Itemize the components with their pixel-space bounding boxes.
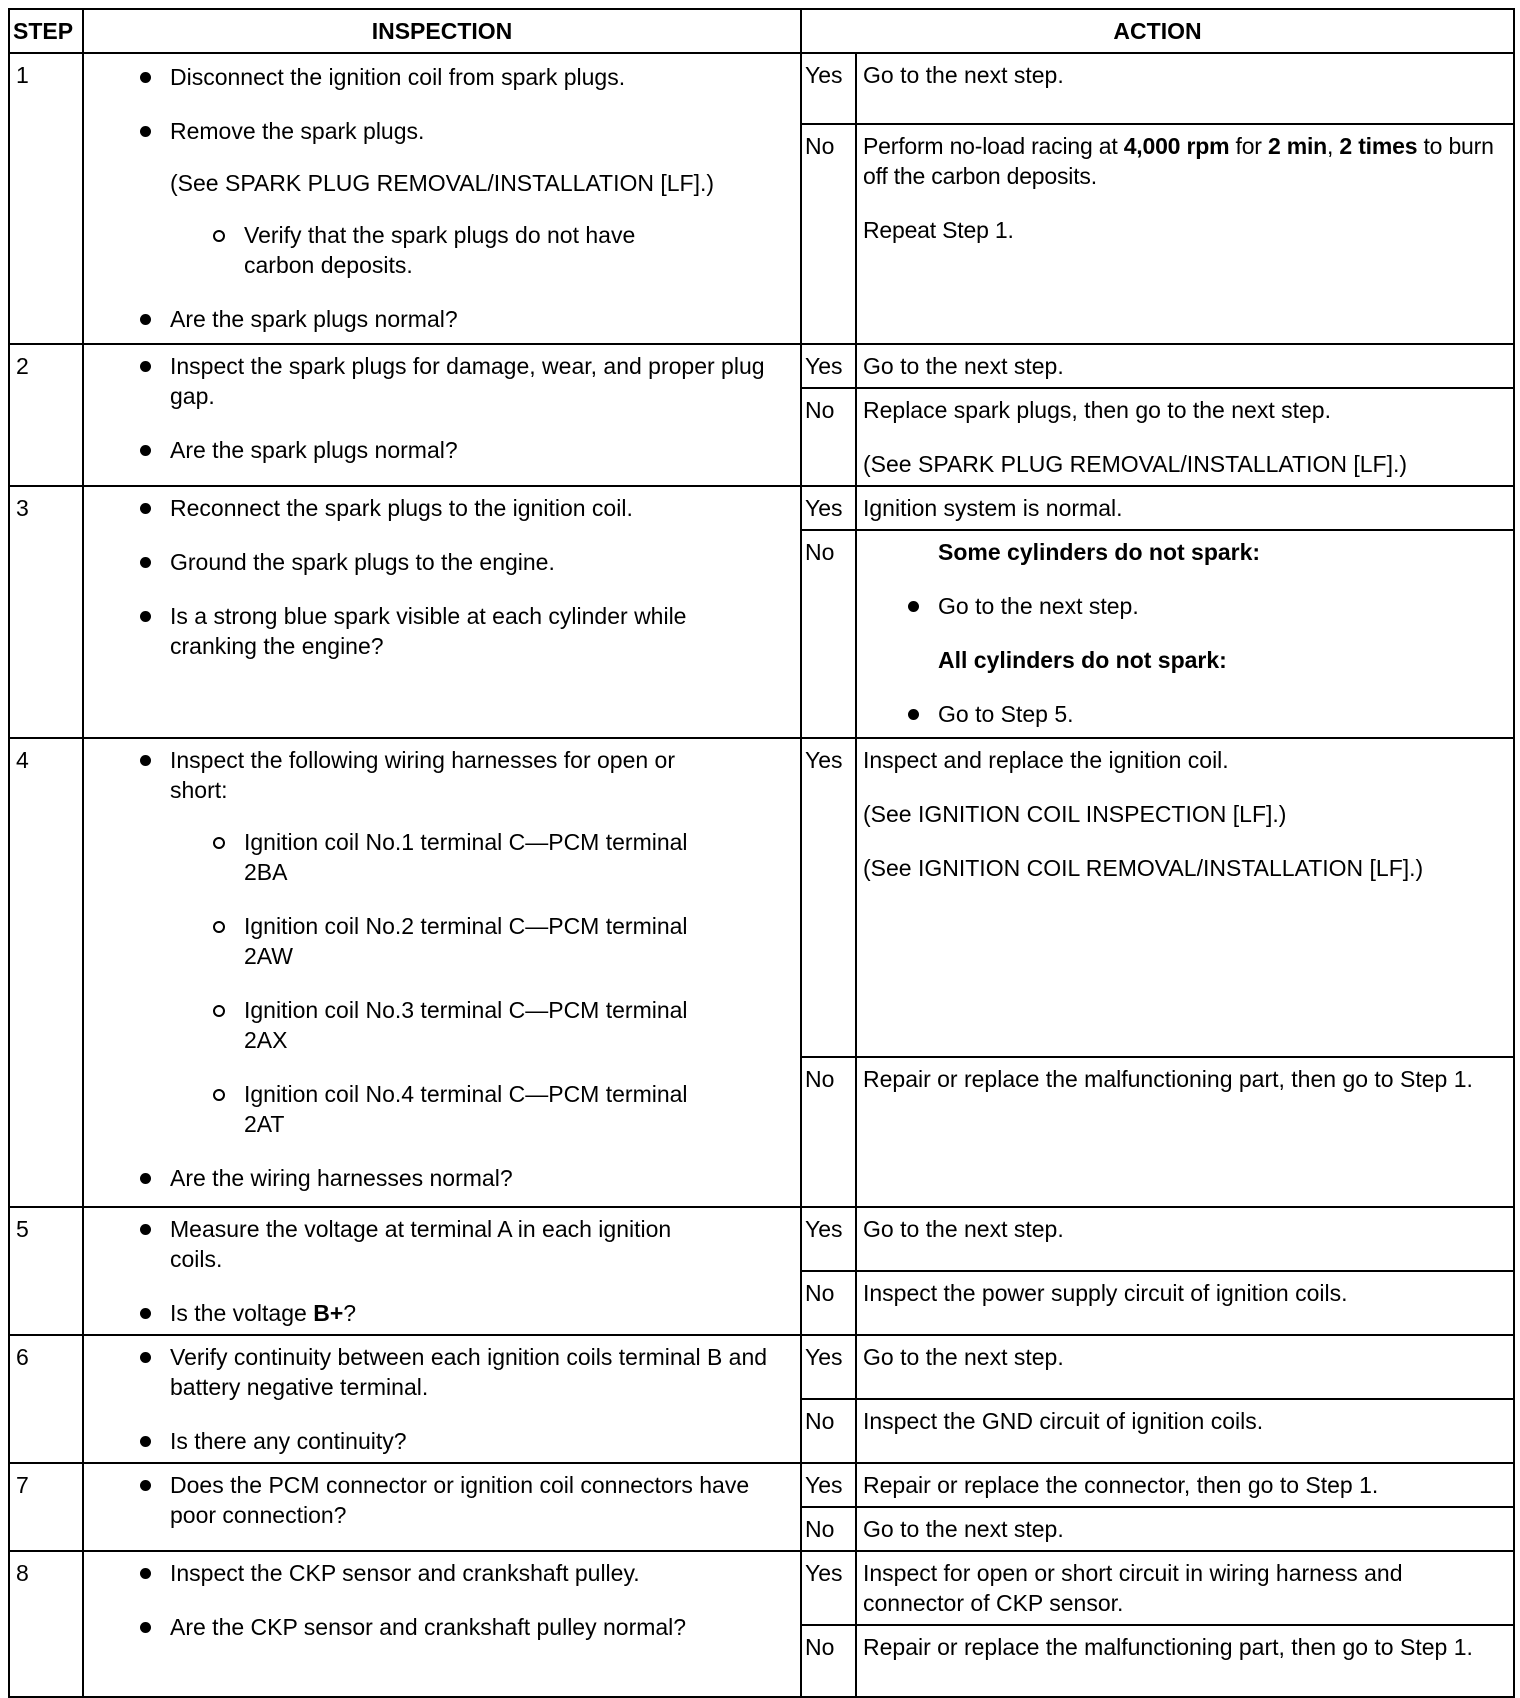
no-label: No — [801, 1399, 856, 1463]
action-item: Go to Step 5. — [938, 699, 1507, 729]
inspection-cell — [83, 1335, 801, 1463]
yes-action: Ignition system is normal. — [856, 486, 1514, 530]
step-row — [9, 1207, 1514, 1271]
step-number: 2 — [9, 344, 83, 486]
step-row — [9, 738, 1514, 1057]
inspection-item: Verify continuity between each ignition coils terminal B and battery negative terminal. — [170, 1342, 794, 1402]
no-action-text: Replace spark plugs, then go to the next step. — [863, 397, 1331, 423]
inspection-subitem: Verify that the spark plugs do not have carbon deposits. — [244, 220, 794, 280]
no-action: Inspect the GND circuit of ignition coils. — [856, 1399, 1514, 1463]
inspection-subitem: Ignition coil No.1 terminal C—PCM terminal 2BA — [244, 827, 734, 887]
no-action: Inspect the power supply circuit of ignition coils. — [856, 1271, 1514, 1335]
yes-action: Repair or replace the connector, then go to Step 1. — [856, 1463, 1514, 1507]
step-number: 3 — [9, 486, 83, 738]
no-action-text: Repeat Step 1. — [863, 217, 1014, 243]
no-action: Repair or replace the malfunctioning part, then go to Step 1. — [856, 1625, 1514, 1697]
header-row — [9, 9, 1514, 53]
step-number: 7 — [9, 1463, 83, 1551]
no-action: Go to the next step. — [856, 1507, 1514, 1551]
no-action: Repair or replace the malfunctioning part, then go to Step 1. — [856, 1057, 1514, 1207]
inspection-question: Are the spark plugs normal? — [170, 304, 794, 334]
yes-action: Go to the next step. — [856, 1207, 1514, 1271]
inspection-cell — [83, 486, 801, 738]
yes-label: Yes — [801, 53, 856, 124]
condition-heading: All cylinders do not spark: — [938, 647, 1227, 673]
troubleshooting-table — [8, 8, 1515, 1698]
yes-label: Yes — [801, 344, 856, 388]
inspection-subitem: Ignition coil No.2 terminal C—PCM terminal 2AW — [244, 911, 734, 971]
inspection-subitem: Ignition coil No.3 terminal C—PCM terminal 2AX — [244, 995, 734, 1055]
header-action: ACTION — [801, 9, 1514, 53]
yes-label: Yes — [801, 1207, 856, 1271]
inspection-item: Reconnect the spark plugs to the ignition coil. — [170, 493, 794, 523]
no-label: No — [801, 1625, 856, 1697]
inspection-cell — [83, 1207, 801, 1335]
reference-note: (See SPARK PLUG REMOVAL/INSTALLATION [LF].) — [170, 170, 715, 196]
reference-note: (See IGNITION COIL REMOVAL/INSTALLATION [LF].) — [863, 855, 1424, 881]
yes-label: Yes — [801, 1551, 856, 1625]
inspection-cell — [83, 1463, 801, 1551]
condition-heading: Some cylinders do not spark: — [938, 539, 1261, 565]
no-label: No — [801, 530, 856, 738]
step-number: 6 — [9, 1335, 83, 1463]
no-action — [856, 530, 1514, 738]
inspection-cell — [83, 53, 801, 344]
step-row — [9, 1551, 1514, 1625]
inspection-item: Inspect the CKP sensor and crankshaft pulley. — [170, 1558, 794, 1588]
inspection-item: Disconnect the ignition coil from spark plugs. — [170, 62, 794, 92]
yes-label: Yes — [801, 1335, 856, 1399]
inspection-cell — [83, 738, 801, 1207]
inspection-question: Are the CKP sensor and crankshaft pulley normal? — [170, 1612, 794, 1642]
inspection-subitem: Ignition coil No.4 terminal C—PCM terminal 2AT — [244, 1079, 734, 1139]
no-label: No — [801, 1271, 856, 1335]
inspection-question: Is the voltage B+? — [170, 1298, 794, 1328]
reference-note: (See IGNITION COIL INSPECTION [LF].) — [863, 801, 1287, 827]
header-inspection: INSPECTION — [83, 9, 801, 53]
reference-note: (See SPARK PLUG REMOVAL/INSTALLATION [LF].) — [863, 451, 1408, 477]
inspection-question: Is there any continuity? — [170, 1426, 794, 1456]
step-row — [9, 344, 1514, 388]
step-row — [9, 1463, 1514, 1507]
step-number: 8 — [9, 1551, 83, 1697]
inspection-item: Inspect the spark plugs for damage, wear, and proper plug gap. — [170, 351, 794, 411]
inspection-question: Is a strong blue spark visible at each cylinder while cranking the engine? — [170, 601, 794, 661]
no-action-text: Perform no-load racing at 4,000 rpm for 2 min, 2 times to burn off the carbon deposits. — [863, 133, 1494, 189]
no-action — [856, 388, 1514, 486]
step-number: 4 — [9, 738, 83, 1207]
step-row — [9, 486, 1514, 530]
step-row — [9, 53, 1514, 124]
inspection-question: Are the wiring harnesses normal? — [170, 1163, 794, 1193]
inspection-cell — [83, 1551, 801, 1697]
yes-action-text: Inspect and replace the ignition coil. — [863, 747, 1229, 773]
yes-action: Inspect for open or short circuit in wiring harness and connector of CKP sensor. — [856, 1551, 1514, 1625]
yes-label: Yes — [801, 486, 856, 530]
yes-action — [856, 738, 1514, 1057]
inspection-text: Remove the spark plugs. — [170, 118, 425, 144]
yes-label: Yes — [801, 1463, 856, 1507]
step-number: 1 — [9, 53, 83, 344]
yes-action: Go to the next step. — [856, 53, 1514, 124]
no-action — [856, 124, 1514, 344]
yes-label: Yes — [801, 738, 856, 1057]
inspection-cell — [83, 344, 801, 486]
no-label: No — [801, 1057, 856, 1207]
inspection-item — [170, 116, 794, 280]
header-step: STEP — [9, 9, 83, 53]
yes-action: Go to the next step. — [856, 344, 1514, 388]
yes-action: Go to the next step. — [856, 1335, 1514, 1399]
no-label: No — [801, 124, 856, 344]
inspection-item: Measure the voltage at terminal A in each ignition coils. — [170, 1214, 794, 1274]
step-number: 5 — [9, 1207, 83, 1335]
inspection-text: Inspect the following wiring harnesses for open or short: — [170, 747, 676, 803]
inspection-item: Ground the spark plugs to the engine. — [170, 547, 794, 577]
inspection-question: Are the spark plugs normal? — [170, 435, 794, 465]
step-row — [9, 1335, 1514, 1399]
action-item: Go to the next step. — [938, 591, 1507, 621]
inspection-item — [170, 745, 794, 1139]
no-label: No — [801, 388, 856, 486]
no-label: No — [801, 1507, 856, 1551]
inspection-item: Does the PCM connector or ignition coil connectors have poor connection? — [170, 1470, 794, 1530]
